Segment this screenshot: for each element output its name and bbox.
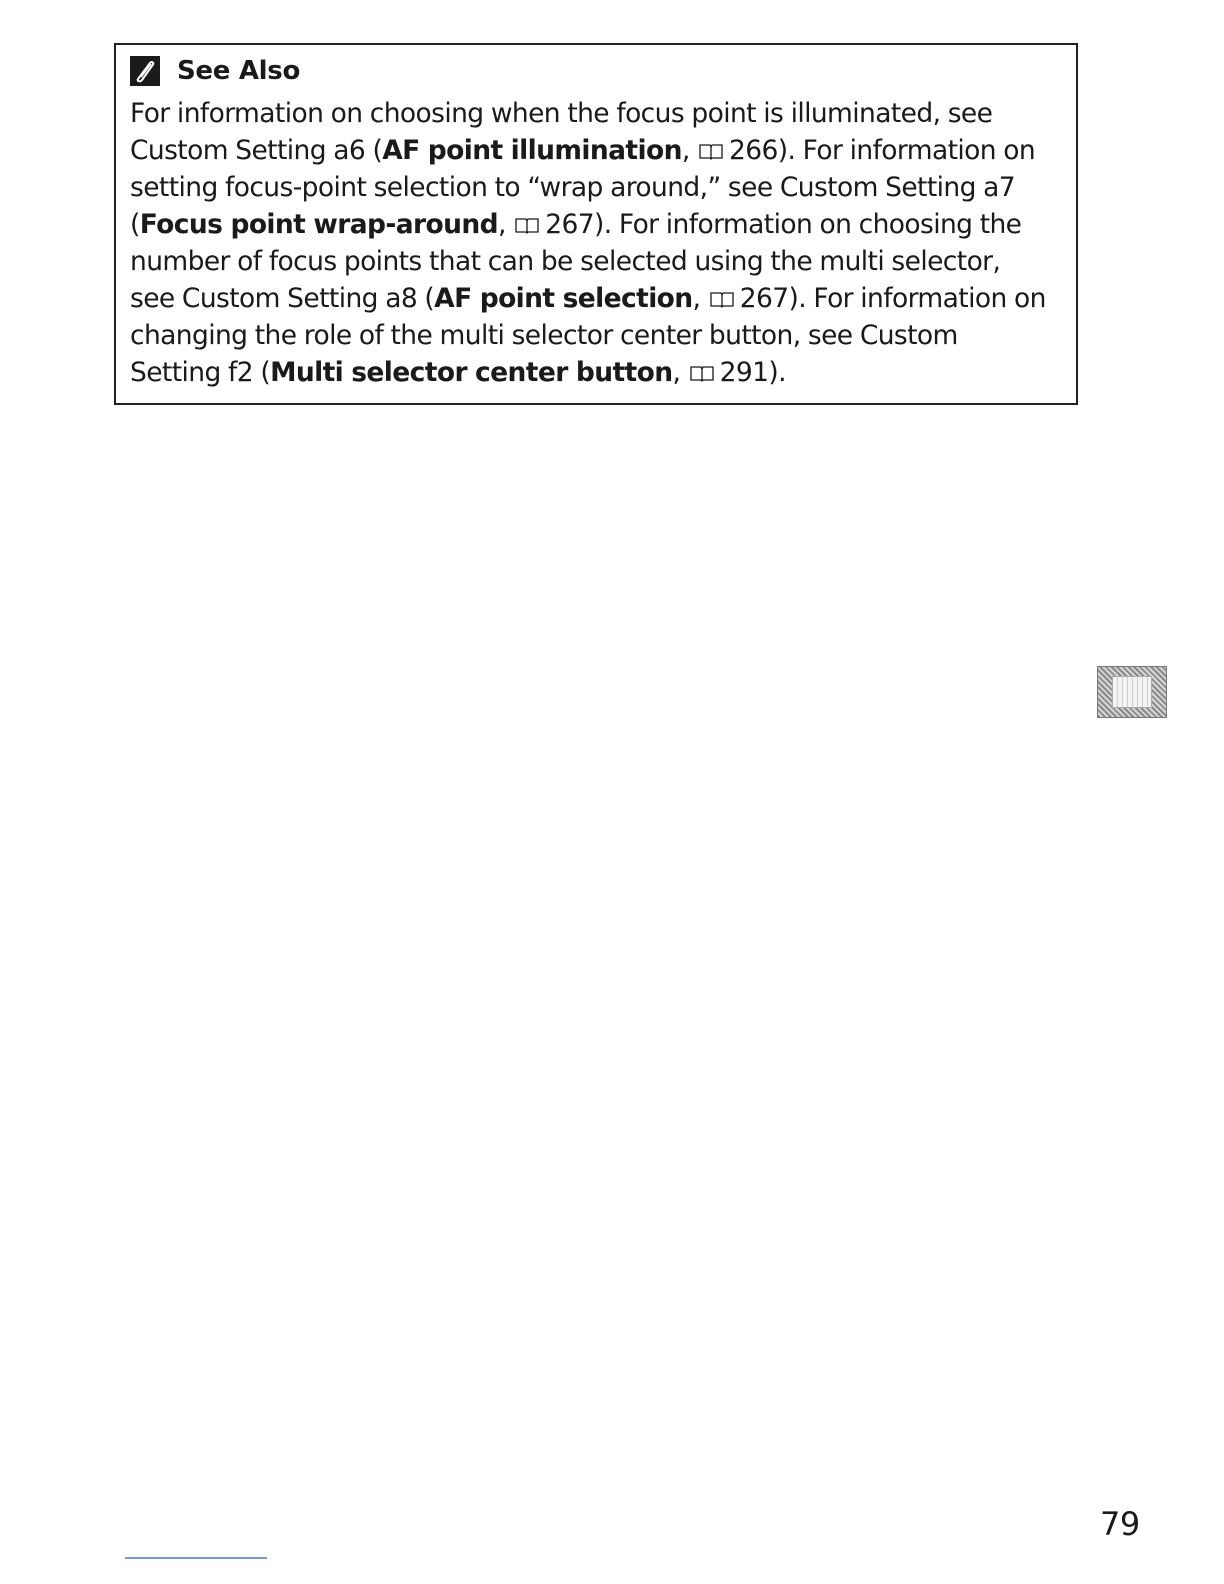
- setting-name: AF point selection: [434, 283, 693, 314]
- book-icon: [699, 142, 723, 160]
- book-icon: [690, 364, 714, 382]
- body-text: 267). For information on choosing the: [545, 209, 1022, 240]
- body-text: ,: [498, 209, 514, 240]
- page-number: 79: [1100, 1505, 1140, 1543]
- body-text: 266). For information on: [729, 135, 1036, 166]
- chapter-tab-inner: [1112, 676, 1152, 708]
- see-also-body: [130, 95, 1070, 391]
- body-text: For information on choosing when the focus point is illuminated, see: [130, 98, 993, 129]
- body-text: changing the role of the multi selector center button, see Custom: [130, 320, 958, 351]
- book-icon: [710, 290, 734, 308]
- body-text: (: [130, 209, 140, 240]
- body-text: ,: [692, 283, 708, 314]
- body-line: [130, 280, 1070, 317]
- body-line: [130, 317, 1070, 354]
- body-line: [130, 206, 1070, 243]
- body-text: 291).: [719, 357, 786, 388]
- setting-name: Multi selector center button: [270, 357, 673, 388]
- body-text: Setting f2 (: [130, 357, 271, 388]
- body-text: setting focus-point selection to “wrap around,” see Custom Setting a7: [130, 172, 1016, 203]
- footer-rule: [125, 1557, 267, 1559]
- see-also-box: [114, 43, 1078, 405]
- chapter-tab-icon: [1097, 666, 1167, 718]
- body-line: [130, 354, 1070, 391]
- setting-name: Focus point wrap-around: [139, 209, 499, 240]
- body-text: number of focus points that can be selected using the multi selector,: [130, 246, 1001, 277]
- body-text: Custom Setting a6 (: [130, 135, 383, 166]
- setting-name: AF point illumination: [382, 135, 682, 166]
- see-also-title: See Also: [177, 56, 301, 86]
- body-line: [130, 132, 1070, 169]
- body-line: [130, 243, 1070, 280]
- see-also-header: [130, 51, 300, 91]
- body-text: ,: [672, 357, 688, 388]
- body-text: 267). For information on: [739, 283, 1046, 314]
- body-line: [130, 95, 1070, 132]
- note-pencil-icon: [130, 56, 160, 86]
- book-icon: [515, 216, 539, 234]
- body-line: [130, 169, 1070, 206]
- body-text: see Custom Setting a8 (: [130, 283, 435, 314]
- body-text: ,: [681, 135, 698, 166]
